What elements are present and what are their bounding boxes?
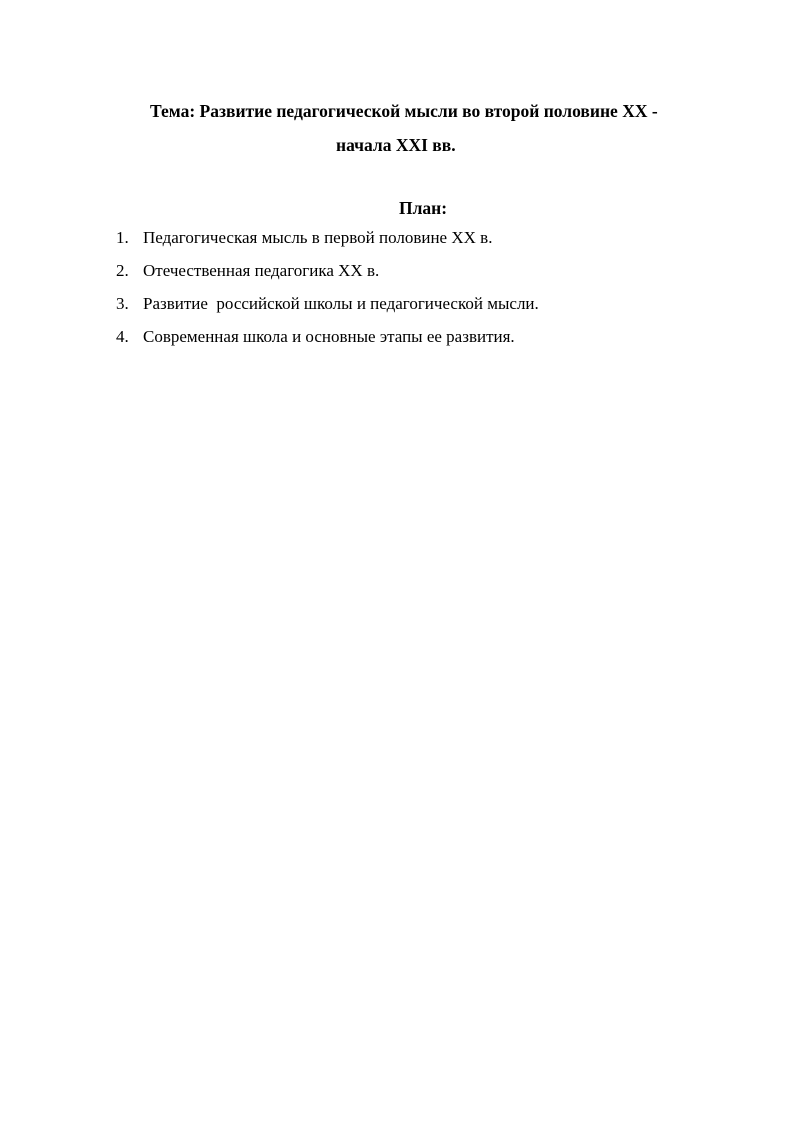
plan-item-3	[116, 293, 756, 326]
plan-item-number: 2.	[116, 261, 129, 280]
plan-item-1	[116, 227, 756, 260]
plan-list	[116, 227, 756, 359]
plan-item-text: Педагогическая мысль в первой половине XX в.	[143, 228, 493, 247]
plan-item-number: 3.	[116, 294, 129, 313]
plan-item-2	[116, 260, 756, 293]
plan-item-number: 4.	[116, 327, 129, 346]
document-title-line-2: начала XXI вв.	[336, 135, 456, 155]
plan-item-text: Отечественная педагогика XX в.	[143, 261, 380, 280]
plan-item-text: Развитие российской школы и педагогической мысли.	[143, 294, 539, 313]
plan-item-number: 1.	[116, 228, 129, 247]
plan-heading: План:	[399, 198, 448, 218]
plan-item-4	[116, 326, 756, 359]
document-title-line-1: Тема: Развитие педагогической мысли во второй половине XX -	[150, 101, 658, 121]
plan-item-text: Современная школа и основные этапы ее развития.	[143, 327, 515, 346]
